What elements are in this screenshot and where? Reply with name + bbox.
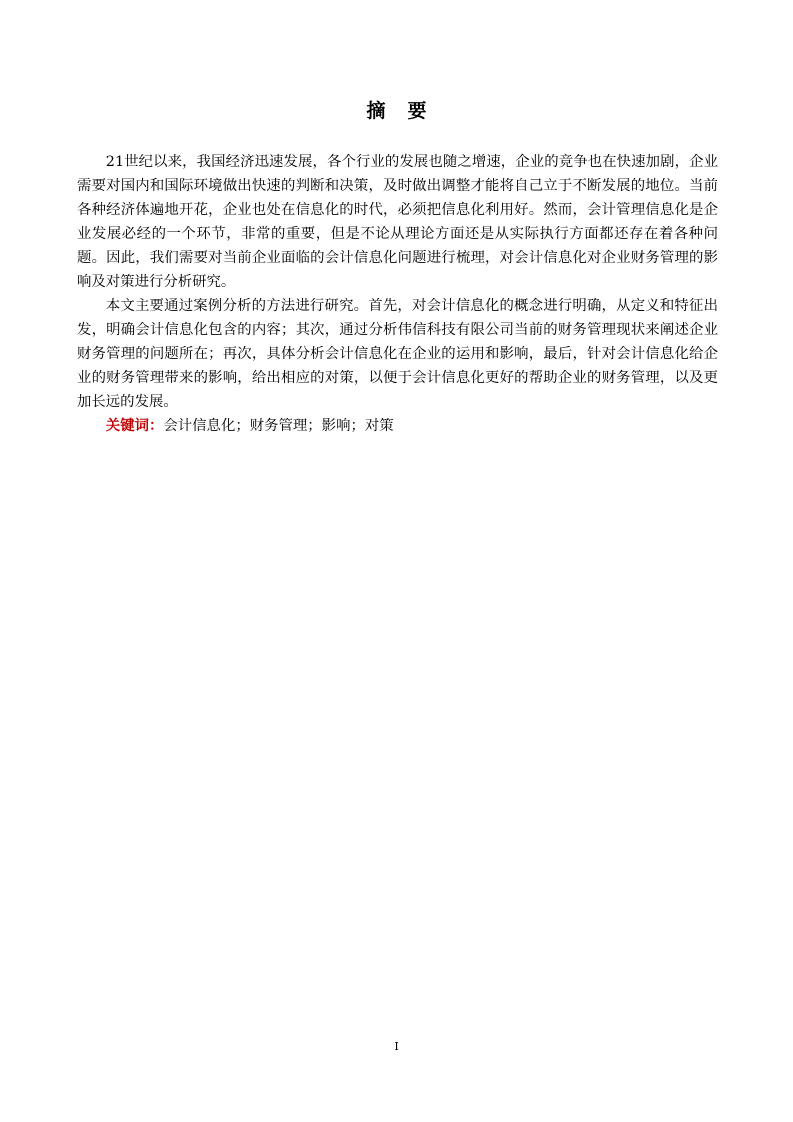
keywords-line <box>77 414 718 438</box>
abstract-title: 摘要 <box>366 100 449 122</box>
keywords-label: 关键词： <box>105 418 164 434</box>
page-number: I <box>394 1040 399 1053</box>
abstract-paragraph-2: 本文主要通过案例分析的方法进行研究。首先，对会计信息化的概念进行明确，从定义和特征出发，明确会计信息化包含的内容；其次，通过分析伟信科技有限公司当前的财务管理现状来阐述企业财务管理的问题所在；再次，具体分析会计信息化在企业的运用和影响，最后，针对会计信息化给企业的财务管理带来的影响，给出相应的对策，以便于会计信息化更好的帮助企业的财务管理，以及更加长远的发展。 <box>77 298 718 410</box>
abstract-body <box>77 150 718 438</box>
keywords-text: 会计信息化；财务管理；影响；对策 <box>163 418 394 434</box>
abstract-paragraph-1: 21世纪以来，我国经济迅速发展，各个行业的发展也随之增速，企业的竞争也在快速加剧，企业需要对国内和国际环境做出快速的判断和决策，及时做出调整才能将自己立于不断发展的地位。当前各种经济体遍地开花，企业也处在信息化的时代，必须把信息化利用好。然而，会计管理信息化是企业发展必经的一个环节，非常的重要，但是不论从理论方面还是从实际执行方面都还存在着各种问题。因此，我们需要对当前企业面临的会计信息化问题进行梳理，对会计信息化对企业财务管理的影响及对策进行分析研究。 <box>77 154 718 290</box>
